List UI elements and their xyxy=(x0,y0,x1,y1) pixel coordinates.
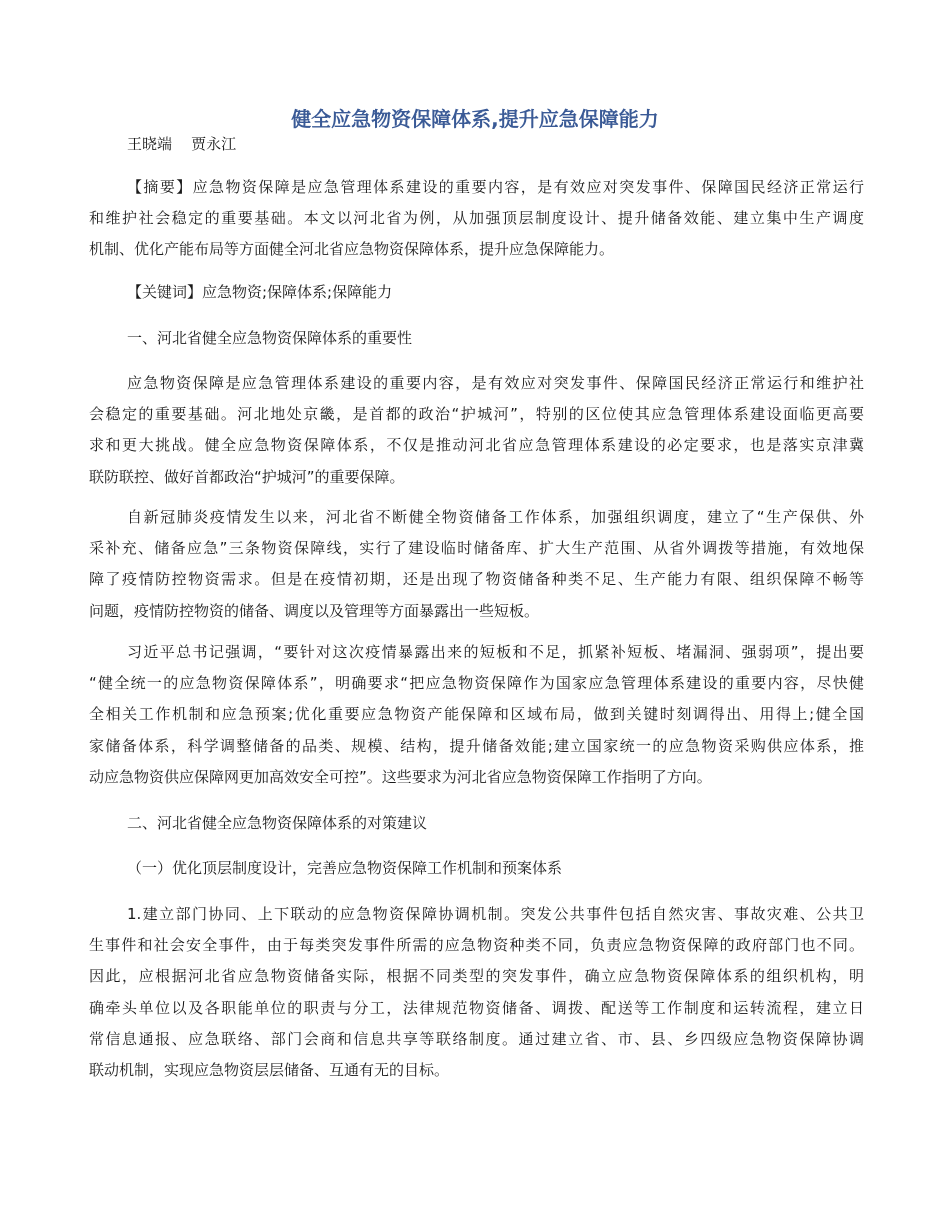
paragraph-line: 常信息通报、应急联络、部门会商和信息共享等联络制度。通过建立省、市、县、乡四级应急物资保障协调 xyxy=(89,1029,864,1048)
section-heading-2: 二、河北省健全应急物资保障体系的对策建议 xyxy=(127,814,428,832)
paragraph-line: 问题，疫情防控物资的储备、调度以及管理等方面暴露出一些短板。 xyxy=(89,601,540,620)
paragraph-line: 自新冠肺炎疫情发生以来，河北省不断健全物资储备工作体系，加强组织调度，建立了“生产保供、外 xyxy=(127,508,864,526)
paragraph-line: 家储备体系，科学调整储备的品类、规模、结构，提升储备效能;建立国家统一的应急物资采购供应体系，推 xyxy=(89,736,864,755)
paragraph-line: 应急物资保障是应急管理体系建设的重要内容，是有效应对突发事件、保障国民经济正常运行和维护社 xyxy=(127,374,864,392)
paragraph-line: 会稳定的重要基础。河北地处京畿，是首都的政治“护城河”，特别的区位使其应急管理体系建设面临更高要 xyxy=(89,405,864,424)
article-authors: 王晓端 贾永江 xyxy=(127,135,237,153)
paragraph-line: 确牵头单位以及各职能单位的职责与分工，法律规范物资储备、调拨、配送等工作制度和运转流程，建立日 xyxy=(89,998,864,1017)
paragraph-line: 联防联控、做好首都政治“护城河”的重要保障。 xyxy=(89,467,405,486)
paragraph-line: “健全统一的应急物资保障体系”，明确要求“把应急物资保障作为国家应急管理体系建设的重要内容，尽快健 xyxy=(89,674,864,693)
paragraph-line: 采补充、储备应急”三条物资保障线，实行了建设临时储备库、扩大生产范围、从省外调拨等措施，有效地保 xyxy=(89,539,864,558)
paragraph-line: 求和更大挑战。健全应急物资保障体系，不仅是推动河北省应急管理体系建设的必定要求，也是落实京津冀 xyxy=(89,436,864,455)
paragraph-line: 习近平总书记强调，“要针对这次疫情暴露出来的短板和不足，抓紧补短板、堵漏洞、强弱项”，提出要 xyxy=(127,643,864,661)
paragraph-line: 1.建立部门协同、上下联动的应急物资保障协调机制。突发公共事件包括自然灾害、事故灾难、公共卫 xyxy=(127,905,864,923)
section-heading-1: 一、河北省健全应急物资保障体系的重要性 xyxy=(127,329,413,347)
subsection-heading-1: （一）优化顶层制度设计，完善应急物资保障工作机制和预案体系 xyxy=(127,859,563,877)
paragraph-line: 生事件和社会安全事件，由于每类突发事件所需的应急物资种类不同，负责应急物资保障的政府部门也不同。 xyxy=(89,936,864,955)
body-paragraph-2 xyxy=(89,502,864,627)
abstract-paragraph xyxy=(89,172,864,266)
abstract-line: 【摘要】应急物资保障是应急管理体系建设的重要内容，是有效应对突发事件、保障国民经济正常运行 xyxy=(127,178,864,196)
paragraph-line: 因此，应根据河北省应急物资储备实际，根据不同类型的突发事件，确立应急物资保障体系的组织机构，明 xyxy=(89,967,864,986)
abstract-line: 机制、优化产能布局等方面健全河北省应急物资保障体系，提升应急保障能力。 xyxy=(89,240,615,259)
paragraph-line: 联动机制，实现应急物资层层储备、互通有无的目标。 xyxy=(89,1061,450,1080)
keywords-line: 【关键词】应急物资;保障体系;保障能力 xyxy=(127,283,393,301)
body-paragraph-3 xyxy=(89,637,864,793)
body-paragraph-1 xyxy=(89,368,864,493)
paragraph-line: 动应急物资供应保障网更加高效安全可控”。这些要求为河北省应急物资保障工作指明了方向。 xyxy=(89,767,712,786)
body-paragraph-4 xyxy=(89,899,864,1086)
article-title: 健全应急物资保障体系,提升应急保障能力 xyxy=(291,107,659,131)
abstract-line: 和维护社会稳定的重要基础。本文以河北省为例，从加强顶层制度设计、提升储备效能、建立集中生产调度 xyxy=(89,209,864,228)
paragraph-line: 障了疫情防控物资需求。但是在疫情初期，还是出现了物资储备种类不足、生产能力有限、组织保障不畅等 xyxy=(89,570,864,589)
paragraph-line: 全相关工作机制和应急预案;优化重要应急物资产能保障和区域布局，做到关键时刻调得出、用得上;健全国 xyxy=(89,705,864,724)
